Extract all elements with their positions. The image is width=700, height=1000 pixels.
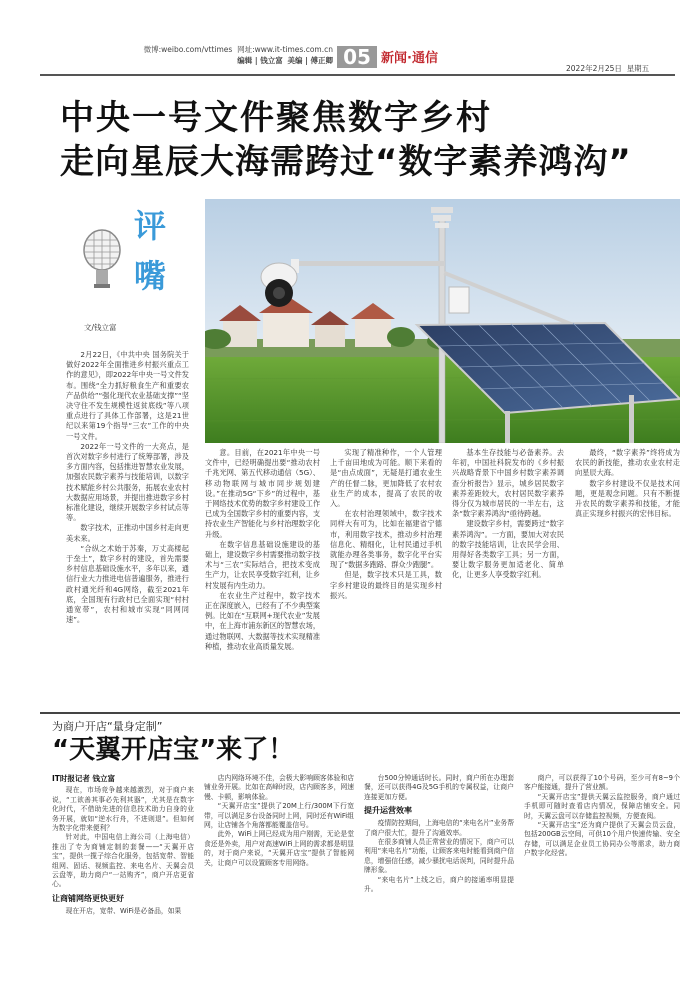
paragraph: 在农村治理领域中，数字技术同样大有可为，比如在福建省宁德市，利用数字技术，推动乡村治理信息化、精细化，让村民通过手机就能办理各类事务，数字化平台实现了“数据多跑路、群众少跑腿”。 xyxy=(330,509,442,570)
date-text: 2022年2月25日 xyxy=(566,64,622,73)
headline-line-1: 中央一号文件聚焦数字乡村 xyxy=(60,98,492,138)
article2-column-2 xyxy=(204,774,354,994)
paragraph: 数字技术，正推动中国乡村走向更美未来。 xyxy=(66,523,189,543)
paragraph: 店内网络环境不佳，会极大影响顾客体验和店铺业务开展。比如在高峰时段，店内顾客多，网速慢、卡顿，影响体验。 xyxy=(204,774,354,801)
article1-column-4 xyxy=(452,448,564,698)
paragraph: 此外，WiFi上网已经成为用户刚需，无论是堂食还是外卖，用户对高速WiFi上网的需求都是明显的，对于商户来说，“天翼开店宝”提供了智能网关，让商户可以设置顾客专用网络。 xyxy=(204,830,354,867)
section-name: 新闻·通信 xyxy=(381,51,438,66)
article2-headline: “天翼开店宝”来了！ xyxy=(52,735,295,765)
header-rule xyxy=(40,74,675,76)
paragraph: “来电名片”上线之后，商户的接通率明显提升。 xyxy=(364,875,514,894)
paragraph: 针对此，中国电信上海公司（上海电信）推出了专为商铺定制的套餐——“天翼开店宝”，提供一揽子综合化服务，包括宽带、智能组网、固话、视频监控、来电名片、天翼会员云盘等，助力商户“一站购齐”，商户开店更省心。 xyxy=(52,833,194,889)
article1-column-3 xyxy=(330,448,442,698)
section-divider xyxy=(40,712,680,714)
paragraph: 台500分钟通话时长。同时，商户所在办理套餐，还可以获得4G及5G手机的专属权益，让商户连接更加方便。 xyxy=(364,774,514,801)
paragraph: 数字乡村建设不仅是技术问题，更是观念问题。只有不断提升农民的数字素养和技能，才能真正实现乡村振兴的宏伟目标。 xyxy=(575,478,680,519)
article2-reporter: IT时报记者 钱立富 xyxy=(52,774,116,783)
article1-column-2 xyxy=(205,448,320,698)
paragraph: 2月22日，《中共中央 国务院关于做好2022年全面推进乡村振兴重点工作的意见》，即2022年中央一号文件发布。围绕“全力抓好粮食生产和重要农产品供给”“强化现代农业基础支撑”“坚决守住不发生规模性返贫底线”等八项重点进行了具体工作部署，这是21世纪以来第19个指导“三农”工作的中央一号文件。 xyxy=(66,350,189,441)
subheading: 让商铺网络更快更好 xyxy=(52,893,124,903)
page-header xyxy=(0,0,700,78)
weekday-text: 星期五 xyxy=(626,64,650,73)
paragraph: 在很多商铺人员正常营业的情况下，商户可以利用“来电名片”功能，让顾客来电时能看到商户信息，增强信任感，减少骚扰电话误判，同时提升品牌形象。 xyxy=(364,838,514,875)
paragraph: 最终，“数字素养”终将成为农民的新技能，推动农业农村走向星辰大海。 xyxy=(575,448,680,478)
article1-headline xyxy=(60,96,680,184)
issue-date xyxy=(566,63,649,74)
paragraph: “合纵之术始于苏秦，万丈高楼起于垒土”，数字乡村的建设，首先需要乡村信息基础设施水平，多年以来，通信行业大力推进电信普遍服务，推进行政村通光纤和4G网络，截至2021年底，全国现有行政村已全面实现“村村通宽带”，农村和城市实现“同网同速”。 xyxy=(66,543,189,625)
article1-column-5 xyxy=(575,448,680,698)
article2-column-3 xyxy=(364,774,514,994)
paragraph: 意。目前，在2021年中央一号文件中，已经明确提出要“推动农村千兆光网、第五代移动通信（5G）、移动物联网与城市同步规划建设。”在推动5G“下乡”的过程中，基于网络技术优势的数字乡村建设工作已成为全国数字乡村的重要内容，支持农业生产智能化与乡村治理数字化升级。 xyxy=(205,448,320,539)
paragraph: 疫情防控期间，上海电信的“来电名片”业务帮了商户很大忙，提升了沟通效率。 xyxy=(364,819,514,837)
paragraph: 在数字信息基础设施建设的基础上，建设数字乡村需要推动数字技术与“三农”实际结合，把技术变成生产力，让农民享受数字红利，让乡村发展有内生动力。 xyxy=(205,539,320,590)
column-badge xyxy=(74,204,194,334)
page-number: 05 xyxy=(337,46,377,68)
paragraph: “天翼开店宝”提供了20M上行/300M下行宽带，可以满足多台设备同时上网，同时还有WiFi组网，让店铺各个角落都能覆盖信号。 xyxy=(204,802,354,830)
paragraph: 现在开店，宽带、WiFi是必备品，如果 xyxy=(65,906,182,915)
paragraph: “天翼开店宝”还为商户提供了天翼会员云盘，包括200GB云空间，可供10个用户快速传输、安全存储，可以满足企业员工协同办公等需求，助力商户数字化经营。 xyxy=(524,821,680,858)
paragraph: 建设数字乡村，需要跨过“数字素养鸿沟”。一方面，要加大对农民的数字技能培训，让农民学会用、用得好各类数字工具；另一方面，要让数字服务更加适老化、简单化，让更多人享受数字红利。 xyxy=(452,519,564,580)
article2-kicker: 为商户开店“量身定制” xyxy=(52,720,163,733)
header-meta xyxy=(118,44,333,66)
microphone-icon xyxy=(80,228,124,290)
article1-column-1 xyxy=(66,350,189,696)
paragraph: 基本生存技能与必备素养。去年初，中国社科院发布的《乡村振兴战略背景下中国乡村数字素养调查分析报告》显示，城乡居民数字素养差距较大，农村居民数字素养得分仅为城市居民的一半左右，这条“数字素养鸿沟”亟待跨越。 xyxy=(452,448,564,519)
weibo-address: 微博:weibo.com/vttimes xyxy=(143,45,233,54)
paragraph: 2022年一号文件的一大亮点，是首次对数字乡村进行了统筹部署，涉及多方面内容，包括推进智慧农业发展，加强农民数字素养与技能培训，以数字技术赋能乡村公共服务，拓展农业农村大数据应用场景，并提出推进数字乡村标准化建设，继续开展数字乡村试点等等。 xyxy=(66,441,189,523)
article1-byline: 文/钱立富 xyxy=(84,323,117,332)
site-address: 网址:www.it-times.com.cn xyxy=(237,45,333,54)
editor-credit: 编辑 | 钱立富 xyxy=(237,56,283,65)
paragraph: 现在，市场竞争越来越激烈，对于商户来说，“工欲善其事必先利其器”，尤其是在数字化时代，不借助先进的信息技术助力自身的业务开展，就如“逆水行舟，不进则退”。但如何为数字化带来便利？ xyxy=(52,786,194,833)
headline-line-2: 走向星辰大海需跨过“数字素养鸿沟” xyxy=(60,142,632,182)
subheading: 提升运营效率 xyxy=(364,806,412,816)
article2-column-1 xyxy=(52,774,194,994)
column-label-char-1: 评 xyxy=(134,207,167,245)
paragraph: 但是，数字技术只是工具，数字乡村建设的最终目的是实现乡村振兴。 xyxy=(330,570,442,600)
paragraph: 在农业生产过程中，数字技术正在深度嵌入，已经有了不少典型案例。比如在“互联网+现代农业”发展中，在上海市浦东新区的智慧农场，通过物联网、大数据等技术实现精准种植，推动农业高质量发展。 xyxy=(205,590,320,651)
article2-column-4 xyxy=(524,774,680,994)
paragraph: 实现了精准种作，一个人管理上千亩田地成为可能。顺下来看的是“由点成面”，无疑是打通农业生产的任督二脉，更加降低了农村农业生产的成本，提高了农民的收入。 xyxy=(330,448,442,509)
article1-body xyxy=(66,350,680,710)
paragraph: “天翼开店宝”提供天翼云监控服务，商户通过手机即可随时查看店内情况，保障店铺安全。同时，天翼云盘可以存储监控视频，方便查阅。 xyxy=(524,792,680,820)
paragraph: 商户，可以获得了10个号码，至少可有8~9个客户能接通，提升了营业额。 xyxy=(524,774,680,792)
column-label-char-2: 嘴 xyxy=(134,257,167,295)
article2-body xyxy=(52,774,680,994)
designer-credit: 美编 | 傅正卿 xyxy=(287,56,333,65)
